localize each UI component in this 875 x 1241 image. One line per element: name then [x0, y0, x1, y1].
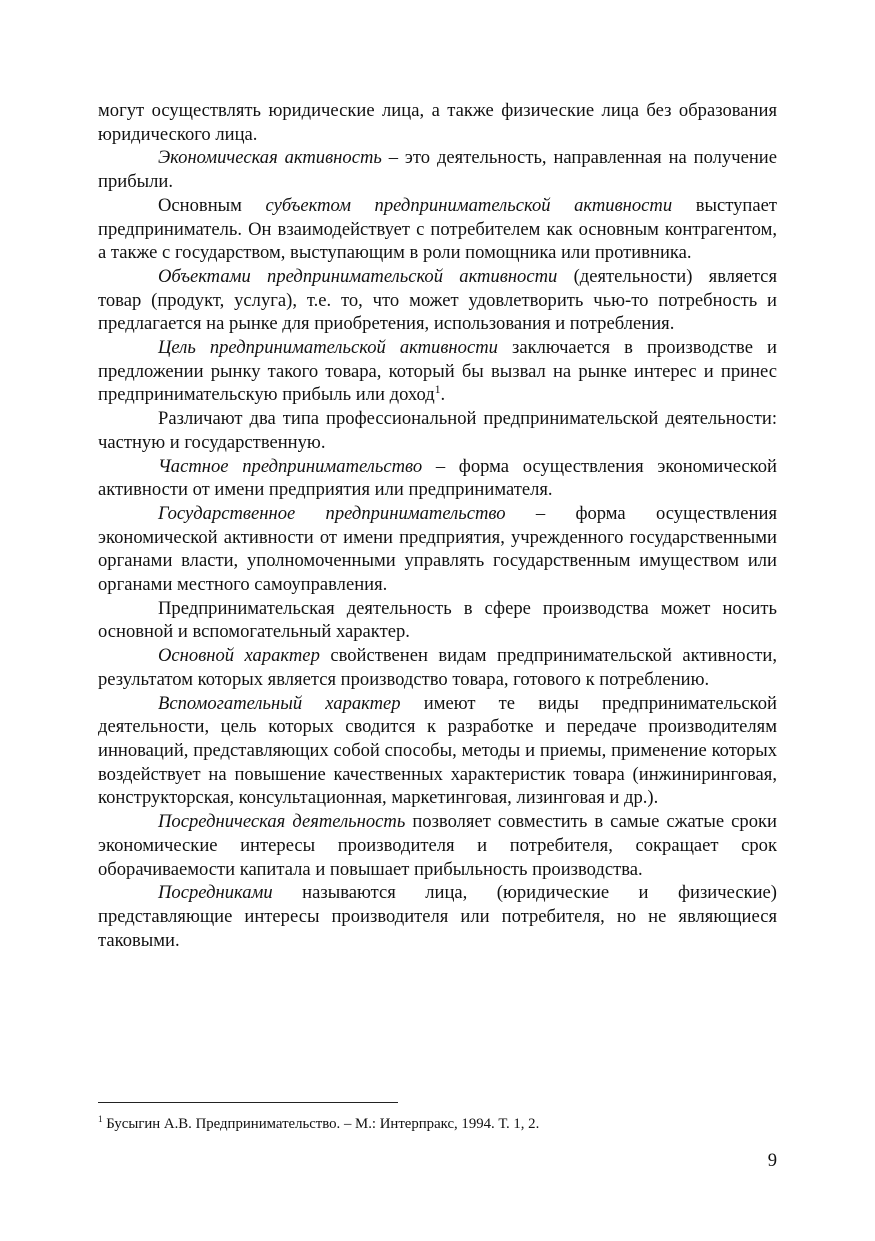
footnote	[98, 1115, 777, 1133]
paragraph-6-text: Различают два типа профессиональной предпринимательской деятельности: частную и государственную.	[98, 408, 777, 453]
footnote-reference: 1	[434, 384, 441, 397]
paragraph-5-text: заключается в производстве и предложении рынку такого товара, который бы вызвал на рынке интерес и принес предпринимательскую прибыль или доход	[98, 337, 777, 406]
paragraph-1-text: могут осуществлять юридические лица, а также физические лица без образования юридического лица.	[98, 100, 777, 145]
paragraph-12-term: Посредническая деятельность	[158, 811, 406, 833]
paragraph-1	[98, 99, 777, 146]
paragraph-9-text: Предпринимательская деятельность в сфере производства может носить основной и вспомогательный характер.	[98, 597, 777, 643]
paragraph-13	[98, 881, 777, 952]
paragraph-7-term: Частное предпринимательство	[158, 455, 423, 477]
footnote-divider	[98, 1102, 398, 1103]
footnote-marker: 1	[98, 1114, 103, 1125]
paragraph-12	[98, 810, 777, 881]
paragraph-8-term: Государственное предпринимательство	[158, 502, 506, 524]
paragraph-2-text: – это деятельность, направленная на получение прибыли.	[98, 147, 777, 193]
paragraph-11	[98, 692, 777, 811]
paragraph-8	[98, 502, 777, 597]
paragraph-13-text: называются лица, (юридические и физические) представляющие интересы производителя или потребителя, но не являющиеся таковыми.	[98, 882, 777, 951]
paragraph-2-term: Экономическая активность	[158, 147, 382, 169]
paragraph-3-term: субъектом предпринимательской активности	[265, 194, 673, 216]
paragraph-5-end: .	[440, 384, 446, 406]
paragraph-11-text: имеют те виды предпринимательской деятельности, цель которых сводится к разработке и передаче производителям инноваций, представляющих собой способы, методы и приемы, применение которых воздействует на повышение качественных характеристик товара (инжиниринговая, конструкторская, консультационная, маркетинговая, лизинговая и др.).	[98, 692, 777, 809]
paragraph-3-text: выступает предприниматель. Он взаимодействует с потребителем как основным контрагентом, а также с государством, выступающим в роли помощника или противника.	[98, 194, 777, 264]
page-number: 9	[767, 1150, 777, 1171]
paragraph-4-term: Объектами предпринимательской активности	[158, 265, 558, 287]
paragraph-12-text: позволяет совместить в самые сжатые сроки экономические интересы производителя и потребителя, сокращает срок оборачиваемости капитала и повышает прибыльность производства.	[98, 811, 777, 880]
paragraph-6	[98, 407, 777, 454]
paragraph-10-term: Основной характер	[158, 645, 320, 667]
paragraph-4	[98, 265, 777, 336]
paragraph-5	[98, 336, 777, 407]
paragraph-5-term: Цель предпринимательской активности	[158, 337, 498, 359]
paragraph-10-text: свойственен видам предпринимательской активности, результатом которых является производство товара, готового к потреблению.	[98, 645, 777, 690]
paragraph-11-term: Вспомогательный характер	[158, 692, 401, 714]
paragraph-13-term: Посредниками	[158, 882, 273, 904]
paragraph-10	[98, 644, 777, 691]
page-body	[98, 99, 777, 952]
footnote-text: Бусыгин А.В. Предпринимательство. – М.: Интерпракс, 1994. Т. 1, 2.	[102, 1116, 540, 1132]
paragraph-3	[98, 194, 777, 265]
paragraph-3-pre: Основным	[158, 194, 266, 216]
paragraph-9	[98, 597, 777, 644]
paragraph-8-text: – форма осуществления экономической активности от имени предприятия, учрежденного государственными органами власти, уполномоченными управлять государственным имуществом или органами местного самоуправления.	[98, 502, 777, 596]
paragraph-2	[98, 146, 777, 193]
paragraph-4-text: (деятельности) является товар (продукт, услуга), т.е. то, что может удовлетворить чью-то потребность и предлагается на рынке для приобретения, использования и потребления.	[98, 265, 777, 335]
paragraph-7	[98, 455, 777, 502]
paragraph-7-text: – форма осуществления экономической активности от имени предприятия или предпринимателя.	[98, 455, 777, 501]
